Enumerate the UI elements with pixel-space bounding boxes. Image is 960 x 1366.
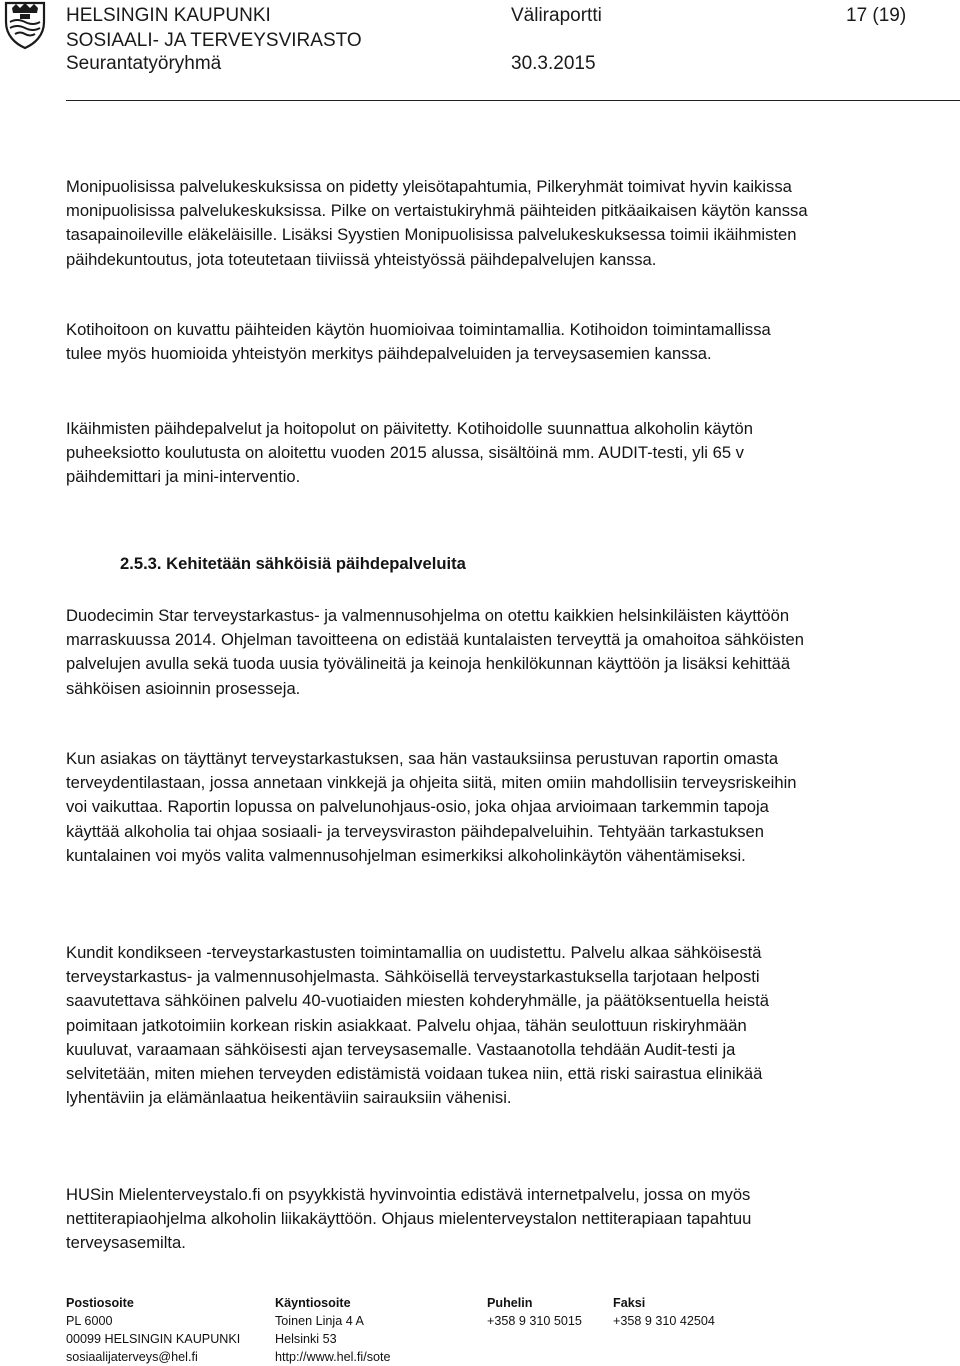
footer-postal-address (66, 1294, 240, 1366)
helsinki-crest-icon (2, 0, 48, 50)
header-organization: HELSINGIN KAUPUNKI (66, 5, 271, 26)
footer-value: Toinen Linja 4 A (275, 1314, 364, 1328)
header-document-type: Väliraportti (511, 5, 602, 26)
header-date: 30.3.2015 (511, 53, 596, 74)
footer-value: Helsinki 53 (275, 1332, 337, 1346)
section-heading: 2.5.3. Kehitetään sähköisiä päihdepalveluita (120, 554, 466, 573)
footer-label: Puhelin (487, 1296, 533, 1310)
page-number: 17 (19) (846, 5, 907, 26)
footer-value: 00099 HELSINGIN KAUPUNKI (66, 1332, 241, 1346)
footer-value: +358 9 310 42504 (613, 1314, 715, 1328)
footer-visiting-address (275, 1294, 391, 1366)
footer-phone (487, 1294, 582, 1330)
footer-value: PL 6000 (66, 1314, 113, 1328)
paragraph: Kun asiakas on täyttänyt terveystarkastuksen, saa hän vastauksiinsa perustuvan raportin omasta terveydentilastaan, jossa annetaan vinkkejä ja ohjeita siitä, miten omiin mahdollisiin terveysriskeihin voi vaikuttaa. Raportin lopussa on palvelunohjaus-osio, joka ohjaa arvioimaan tarkemmin tapoja käyttää alkoholia tai ohjaa sosiaali- ja terveysviraston päihdepalveluihin. Tehtyään tarkastuksen kuntalainen voi myös valita valmennusohjelman esimerkiksi alkoholinkäytön vähentämiseksi. (66, 749, 797, 865)
paragraph: Kotihoitoon on kuvattu päihteiden käytön huomioivaa toimintamallia. Kotihoidon toimintamallissa tulee myös huomioida yhteistyön merkitys päihdepalveluiden ja terveysasemien kanssa. (66, 320, 771, 364)
paragraph: Duodecimin Star terveystarkastus- ja valmennusohjelma on otettu kaikkien helsinkiläisten käyttöön marraskuussa 2014. Ohjelman tavoitteena on edistää kuntalaisten terveyttä ja omahoitoa sähköisten palvelujen avulla sekä tuoda uusia työvälineitä ja keinoja henkilökunnan käyttöön ja lisäksi kehittää sähköisen asioinnin prosesseja. (66, 606, 804, 698)
footer-label: Postiosoite (66, 1296, 134, 1310)
footer-email[interactable]: sosiaalijaterveys@hel.fi (66, 1350, 198, 1364)
header-divider (66, 100, 960, 101)
paragraph: HUSin Mielenterveystalo.fi on psyykkistä hyvinvointia edistävä internetpalvelu, jossa on myös nettiterapiaohjelma alkoholin liikakäyttöön. Ohjaus mielenterveystalon nettiterapiaan tapahtuu terveysasemilta. (66, 1185, 752, 1253)
paragraph: Ikäihmisten päihdepalvelut ja hoitopolut on päivitetty. Kotihoidolle suunnattua alkoholin käytön puheeksiotto koulutusta on aloitettu vuoden 2015 alussa, sisältöinä mm. AUDIT-testi, yli 65 v päihdemittari ja mini-interventio. (66, 419, 753, 487)
footer-fax (613, 1294, 715, 1330)
header-department: SOSIAALI- JA TERVEYSVIRASTO (66, 30, 362, 51)
header-group: Seurantatyöryhmä (66, 53, 222, 74)
footer-label: Faksi (613, 1296, 646, 1310)
footer-label: Käyntiosoite (275, 1296, 351, 1310)
footer-website[interactable]: http://www.hel.fi/sote (275, 1350, 391, 1364)
paragraph: Monipuolisissa palvelukeskuksissa on pidetty yleisötapahtumia, Pilkeryhmät toimivat hyvin kaikissa monipuolisissa palvelukeskuksissa. Pilke on vertaistukiryhmä päihteiden pitkäaikaisen käytön kanssa tasapainoileville eläkeläisille. Lisäksi Syystien Monipuolisissa palvelukeskuksessa toimii ikäihmisten päihdekuntoutus, jota toteutetaan tiiviissä yhteistyössä päihdepalvelujen kanssa. (66, 177, 808, 269)
footer-value: +358 9 310 5015 (487, 1314, 582, 1328)
paragraph: Kundit kondikseen -terveystarkastusten toimintamallia on uudistettu. Palvelu alkaa sähköisestä terveystarkastus- ja valmennusohjelmasta. Sähköisellä terveystarkastuksella tarjotaan helposti saavutettava sähköinen palvelu 40-vuotiaiden miesten kohderyhmälle, ja päätöksentuella heistä poimitaan jatkotoimiin korkean riskin asiakkaat. Palvelu ohjaa, tähän seulottuun riskiryhmään kuuluvat, varaamaan sähköisesti ajan terveysasemalle. Vastaanotolla tehdään Audit-testi ja selvitetään, miten miehen terveyden edistämistä voidaan tukea niin, että riski sairastua elinikää lyhentäviin ja elämänlaatua heikentäviin sairauksiin vähenisi. (66, 943, 769, 1108)
